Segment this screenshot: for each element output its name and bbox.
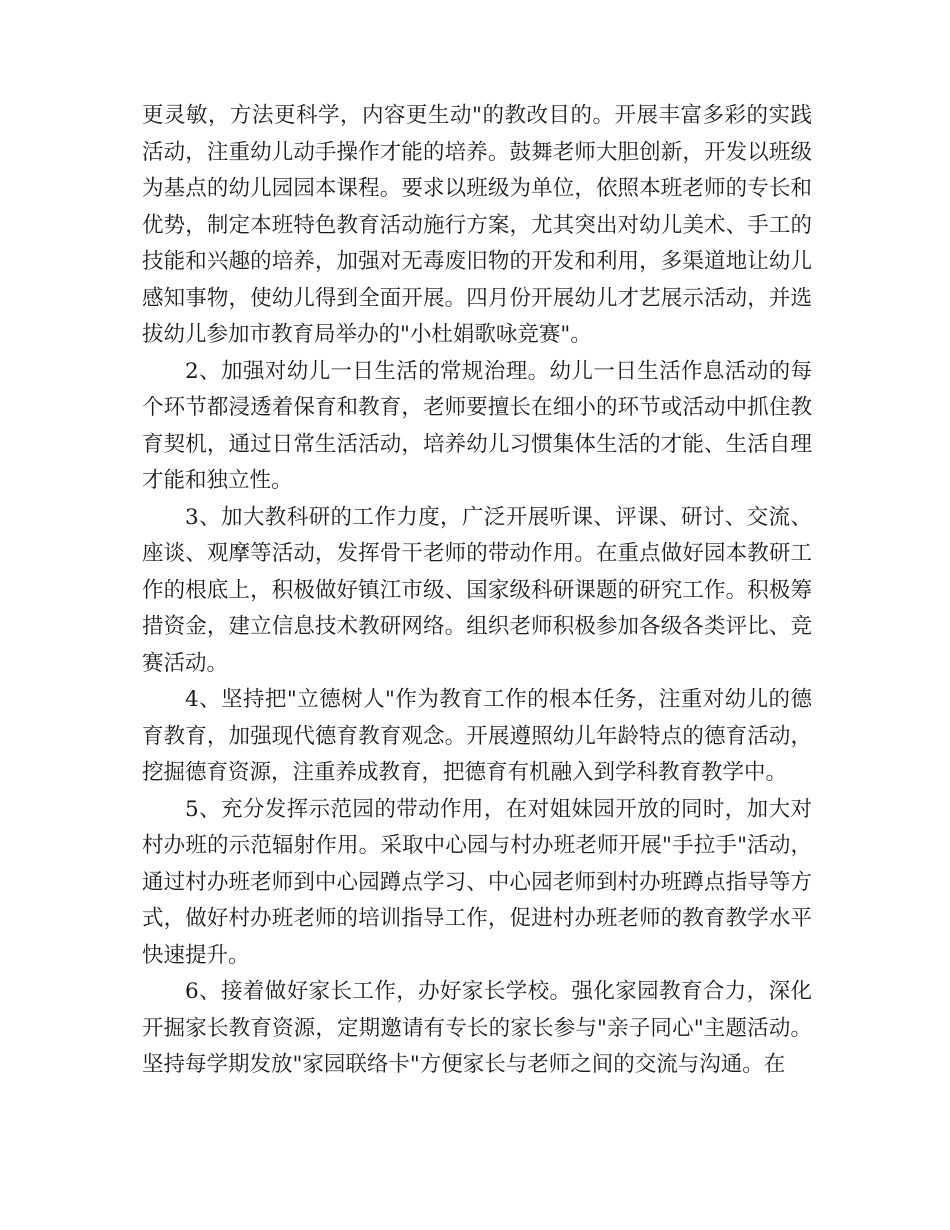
paragraph-item-3: 3、加大教科研的工作力度，广泛开展听课、评课、研讨、交流、座谈、观摩等活动，发挥骨干老师的带动作用。在重点做好园本教研工作的根底上，积极做好镇江市级、国家级科研课题的研究工作。积极筹措资金，建立信息技术教研网络。组织老师积极参加各级各类评比、竞赛活动。 xyxy=(142,504,812,676)
paragraph-item-2: 2、加强对幼儿一日生活的常规治理。幼儿一日生活作息活动的每个环节都浸透着保育和教育，老师要擅长在细小的环节或活动中抓住教育契机，通过日常生活活动，培养幼儿习惯集体生活的才能、生活自理才能和独立性。 xyxy=(142,358,812,493)
paragraph-item-4: 4、坚持把"立德树人"作为教育工作的根本任务，注重对幼儿的德育教育，加强现代德育教育观念。开展遵照幼儿年龄特点的德育活动，挖掘德育资源，注重养成教育，把德育有机融入到学科教育教学中。 xyxy=(142,687,812,785)
paragraph-item-5: 5、充分发挥示范园的带动作用，在对姐妹园开放的同时，加大对村办班的示范辐射作用。采取中心园与村办班老师开展"手拉手"活动，通过村办班老师到中心园蹲点学习、中心园老师到村办班蹲点指导等方式，做好村办班老师的培训指导工作，促进村办班老师的教育教学水平快速提升。 xyxy=(142,796,812,968)
paragraph-item-6: 6、接着做好家长工作，办好家长学校。强化家园教育合力，深化开掘家长教育资源，定期邀请有专长的家长参与"亲子同心"主题活动。坚持每学期发放"家园联络卡"方便家长与老师之间的交流与沟通。在 xyxy=(142,979,812,1077)
paragraph-continued: 更灵敏，方法更科学，内容更生动"的教改目的。开展丰富多彩的实践活动，注重幼儿动手操作才能的培养。鼓舞老师大胆创新，开发以班级为基点的幼儿园园本课程。要求以班级为单位，依照本班老师的专长和优势，制定本班特色教育活动施行方案，尤其突出对幼儿美术、手工的技能和兴趣的培养，加强对无毒废旧物的开发和利用，多渠道地让幼儿感知事物，使幼儿得到全面开展。四月份开展幼儿才艺展示活动，并选拔幼儿参加市教育局举办的"小杜娟歌咏竞赛"。 xyxy=(142,103,812,347)
document-body xyxy=(142,98,812,1084)
